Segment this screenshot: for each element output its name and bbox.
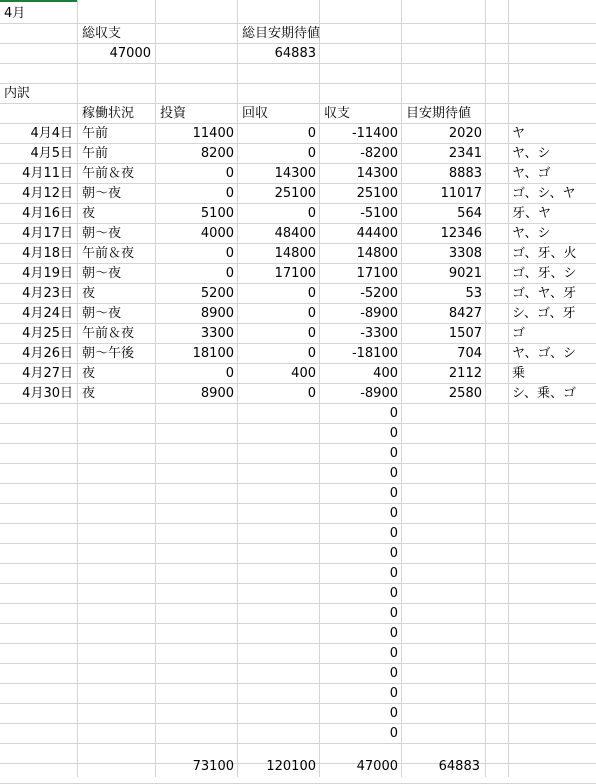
- invest-cell[interactable]: 0: [225, 166, 234, 181]
- collect-cell[interactable]: 0: [307, 306, 316, 321]
- date-cell[interactable]: 4月17日: [22, 226, 73, 241]
- collect-cell[interactable]: 0: [307, 386, 316, 401]
- date-cell[interactable]: 4月18日: [22, 246, 73, 261]
- empty-balance-cell[interactable]: 0: [389, 726, 398, 741]
- grid-row-line: [0, 724, 596, 744]
- empty-balance-cell[interactable]: 0: [389, 426, 398, 441]
- grid-row-line: [0, 484, 596, 504]
- total-balance-cell[interactable]: 47000: [356, 759, 398, 774]
- status-cell[interactable]: 午前＆夜: [82, 246, 135, 261]
- empty-balance-cell[interactable]: 0: [389, 406, 398, 421]
- grid-row-line: [0, 64, 596, 84]
- grid-row-line: [0, 684, 596, 704]
- balance-cell[interactable]: 400: [373, 366, 398, 381]
- status-cell[interactable]: 朝～夜: [82, 226, 122, 241]
- grid-row-line: [0, 444, 596, 464]
- collect-cell[interactable]: 0: [307, 206, 316, 221]
- grid-row-line: [0, 84, 596, 104]
- total-invest-cell[interactable]: 73100: [192, 759, 234, 774]
- note-cell[interactable]: ヤ、シ: [512, 146, 551, 161]
- empty-balance-cell[interactable]: 0: [389, 466, 398, 481]
- expected-cell[interactable]: 11017: [440, 186, 482, 201]
- invest-cell[interactable]: 0: [225, 266, 234, 281]
- empty-balance-cell[interactable]: 0: [389, 646, 398, 661]
- expected-cell[interactable]: 2020: [448, 126, 482, 141]
- note-cell[interactable]: ヤ、ゴ: [512, 166, 551, 181]
- total-balance-header[interactable]: 総収支: [82, 26, 122, 41]
- invest-cell[interactable]: 5100: [200, 206, 234, 221]
- balance-cell[interactable]: -5200: [360, 286, 398, 301]
- collect-cell[interactable]: 14300: [274, 166, 316, 181]
- month-label-cell[interactable]: 4月: [4, 6, 26, 21]
- status-cell[interactable]: 夜: [82, 366, 96, 381]
- invest-cell[interactable]: 11400: [192, 126, 234, 141]
- status-cell[interactable]: 夜: [82, 206, 96, 221]
- balance-cell[interactable]: 44400: [356, 226, 398, 241]
- note-cell[interactable]: ゴ、ヤ、牙: [512, 286, 576, 301]
- invest-cell[interactable]: 8900: [200, 386, 234, 401]
- expected-cell[interactable]: 564: [457, 206, 482, 221]
- grid-row-line: [0, 604, 596, 624]
- note-cell[interactable]: 乗: [512, 366, 526, 381]
- collect-cell[interactable]: 17100: [274, 266, 316, 281]
- status-cell[interactable]: 朝～夜: [82, 266, 122, 281]
- collect-cell[interactable]: 48400: [274, 226, 316, 241]
- empty-balance-cell[interactable]: 0: [389, 666, 398, 681]
- invest-cell[interactable]: 4000: [200, 226, 234, 241]
- grid-row-line: [0, 564, 596, 584]
- status-cell[interactable]: 夜: [82, 286, 96, 301]
- status-cell[interactable]: 朝～午後: [82, 346, 135, 361]
- empty-balance-cell[interactable]: 0: [389, 586, 398, 601]
- date-cell[interactable]: 4月26日: [22, 346, 73, 361]
- invest-cell[interactable]: 5200: [200, 286, 234, 301]
- total-expected-header[interactable]: 総目安期待値: [242, 26, 321, 41]
- grid-row-line: [0, 504, 596, 524]
- date-cell[interactable]: 4月23日: [22, 286, 73, 301]
- date-cell[interactable]: 4月5日: [30, 146, 73, 161]
- expected-cell[interactable]: 9021: [448, 266, 482, 281]
- date-cell[interactable]: 4月25日: [22, 326, 73, 341]
- note-cell[interactable]: シ、乗、ゴ: [512, 386, 576, 401]
- grid-row-line: [0, 464, 596, 484]
- status-cell[interactable]: 午前＆夜: [82, 326, 135, 341]
- status-cell[interactable]: 夜: [82, 386, 96, 401]
- status-cell[interactable]: 午前: [82, 126, 109, 141]
- collect-cell[interactable]: 0: [307, 146, 316, 161]
- expected-cell[interactable]: 8427: [448, 306, 482, 321]
- empty-balance-cell[interactable]: 0: [389, 526, 398, 541]
- date-cell[interactable]: 4月16日: [22, 206, 73, 221]
- status-cell[interactable]: 午前: [82, 146, 109, 161]
- note-cell[interactable]: ゴ、牙、火: [512, 246, 577, 261]
- status-cell[interactable]: 朝～夜: [82, 186, 122, 201]
- expected-cell[interactable]: 8883: [448, 166, 482, 181]
- status-cell[interactable]: 午前＆夜: [82, 166, 135, 181]
- balance-cell[interactable]: -5100: [360, 206, 398, 221]
- empty-balance-cell[interactable]: 0: [389, 506, 398, 521]
- note-cell[interactable]: ゴ、シ、ヤ: [512, 186, 576, 201]
- balance-cell[interactable]: 17100: [356, 266, 398, 281]
- grid-row-line: [0, 644, 596, 664]
- invest-cell[interactable]: 8200: [200, 146, 234, 161]
- invest-cell[interactable]: 3300: [200, 326, 234, 341]
- balance-cell[interactable]: -18100: [351, 346, 398, 361]
- expected-cell[interactable]: 12346: [440, 226, 482, 241]
- collect-cell[interactable]: 0: [307, 286, 316, 301]
- empty-balance-cell[interactable]: 0: [389, 686, 398, 701]
- grid-row-line: [0, 704, 596, 724]
- expected-cell[interactable]: 704: [457, 346, 482, 361]
- invest-cell[interactable]: 0: [225, 186, 234, 201]
- note-cell[interactable]: 牙、ヤ: [512, 206, 552, 221]
- total-balance-value[interactable]: 47000: [109, 46, 151, 61]
- date-cell[interactable]: 4月30日: [22, 386, 73, 401]
- column-header-expected[interactable]: 目安期待値: [406, 106, 472, 121]
- date-cell[interactable]: 4月27日: [22, 366, 73, 381]
- balance-cell[interactable]: 25100: [356, 186, 398, 201]
- grid-row-line: [0, 524, 596, 544]
- collect-cell[interactable]: 0: [307, 126, 316, 141]
- column-header-status[interactable]: 稼働状況: [82, 106, 135, 121]
- empty-balance-cell[interactable]: 0: [389, 606, 398, 621]
- section-label-cell[interactable]: 内訳: [4, 86, 31, 101]
- collect-cell[interactable]: 25100: [274, 186, 316, 201]
- grid-row-line: [0, 664, 596, 684]
- balance-cell[interactable]: 14300: [356, 166, 398, 181]
- empty-balance-cell[interactable]: 0: [389, 566, 398, 581]
- balance-cell[interactable]: -8200: [360, 146, 398, 161]
- note-cell[interactable]: ヤ: [512, 126, 526, 141]
- date-cell[interactable]: 4月12日: [22, 186, 73, 201]
- note-cell[interactable]: ヤ、シ: [512, 226, 551, 241]
- total-expected-cell[interactable]: 64883: [438, 759, 480, 774]
- expected-cell[interactable]: 53: [465, 286, 482, 301]
- balance-cell[interactable]: -3300: [360, 326, 398, 341]
- column-header-invest[interactable]: 投資: [160, 106, 187, 121]
- active-cell-indicator: [0, 0, 77, 2]
- date-cell[interactable]: 4月24日: [22, 306, 73, 321]
- column-header-balance[interactable]: 収支: [324, 106, 351, 121]
- balance-cell[interactable]: -11400: [351, 126, 398, 141]
- note-cell[interactable]: シ、ゴ、牙: [512, 306, 576, 321]
- expected-cell[interactable]: 2580: [448, 386, 482, 401]
- column-header-collect[interactable]: 回収: [242, 106, 269, 121]
- collect-cell[interactable]: 14800: [274, 246, 316, 261]
- note-cell[interactable]: ヤ、ゴ、シ: [512, 346, 576, 361]
- expected-cell[interactable]: 3308: [448, 246, 482, 261]
- empty-balance-cell[interactable]: 0: [389, 446, 398, 461]
- invest-cell[interactable]: 0: [225, 366, 234, 381]
- collect-cell[interactable]: 400: [291, 366, 316, 381]
- empty-balance-cell[interactable]: 0: [389, 626, 398, 641]
- invest-cell[interactable]: 8900: [200, 306, 234, 321]
- balance-cell[interactable]: -8900: [360, 306, 398, 321]
- grid-row-line: [0, 584, 596, 604]
- grid-row-line: [0, 4, 596, 24]
- expected-cell[interactable]: 2341: [448, 146, 482, 161]
- grid-row-line: [0, 424, 596, 444]
- balance-cell[interactable]: 14800: [356, 246, 398, 261]
- empty-balance-cell[interactable]: 0: [389, 546, 398, 561]
- expected-cell[interactable]: 2112: [448, 366, 482, 381]
- collect-cell[interactable]: 0: [307, 346, 316, 361]
- collect-cell[interactable]: 0: [307, 326, 316, 341]
- invest-cell[interactable]: 0: [225, 246, 234, 261]
- status-cell[interactable]: 朝～夜: [82, 306, 122, 321]
- balance-cell[interactable]: -8900: [360, 386, 398, 401]
- date-cell[interactable]: 4月4日: [30, 126, 73, 141]
- note-cell[interactable]: ゴ、牙、シ: [512, 266, 577, 281]
- grid-row-line: [0, 544, 596, 564]
- empty-balance-cell[interactable]: 0: [389, 706, 398, 721]
- date-cell[interactable]: 4月19日: [22, 266, 73, 281]
- expected-cell[interactable]: 1507: [448, 326, 482, 341]
- grid-row-line: [0, 404, 596, 424]
- grid-row-line: [0, 624, 596, 644]
- total-expected-value[interactable]: 64883: [274, 46, 316, 61]
- total-collect-cell[interactable]: 120100: [266, 759, 316, 774]
- empty-balance-cell[interactable]: 0: [389, 486, 398, 501]
- invest-cell[interactable]: 18100: [192, 346, 234, 361]
- note-cell[interactable]: ゴ: [512, 326, 526, 341]
- date-cell[interactable]: 4月11日: [22, 166, 73, 181]
